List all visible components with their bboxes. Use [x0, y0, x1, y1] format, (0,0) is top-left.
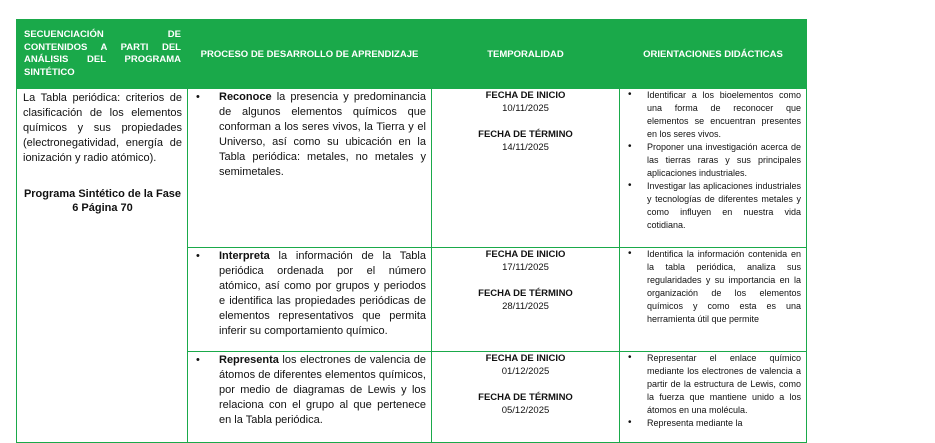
- end-label: FECHA DE TÉRMINO: [478, 392, 573, 403]
- bullet-icon: •: [628, 352, 632, 363]
- guidance-item: [620, 352, 801, 417]
- timing-cell: [432, 248, 620, 352]
- process-item: [188, 249, 426, 339]
- guidance-item: [620, 248, 801, 326]
- guidance-text: Representar el enlace químico mediante los electrones de valencia a partir de la estructura de Lewis, como la fuerza que mantiene unido a los átomos en una molécula.: [647, 353, 801, 415]
- bullet-icon: •: [628, 248, 632, 259]
- bullet-icon: •: [628, 141, 632, 152]
- end-label: FECHA DE TÉRMINO: [478, 129, 573, 140]
- guidance-item: [620, 89, 801, 141]
- bullet-icon: •: [628, 89, 632, 100]
- process-item: [188, 90, 426, 180]
- guidance-text: Identificar a los bioelementos como una forma de reconocer que elementos se encuentran presentes en los seres vivos.: [647, 90, 801, 139]
- end-date: 05/12/2025: [501, 405, 550, 416]
- guidance-text: Investigar las aplicaciones industriales y tecnologías de diferentes metales y como influyen en nuestra vida cotidiana.: [647, 181, 801, 230]
- table-row: [17, 89, 807, 248]
- table-header: [17, 20, 807, 89]
- process-verb: Reconoce: [219, 91, 272, 103]
- header-guidance: ORIENTACIONES DIDÁCTICAS: [620, 20, 807, 89]
- process-cell: [188, 248, 432, 352]
- start-label: FECHA DE INICIO: [485, 249, 566, 260]
- start-label: FECHA DE INICIO: [485, 90, 566, 101]
- guidance-item: [620, 417, 801, 430]
- end-label: FECHA DE TÉRMINO: [478, 288, 573, 299]
- start-date: 01/12/2025: [501, 366, 550, 377]
- timing-cell: [432, 89, 620, 248]
- start-date: 10/11/2025: [502, 103, 549, 114]
- start-date: 17/11/2025: [502, 262, 549, 273]
- bullet-icon: •: [196, 354, 200, 366]
- process-verb: Interpreta: [219, 250, 270, 262]
- header-process: PROCESO DE DESARROLLO DE APRENDIZAJE: [188, 20, 432, 89]
- process-cell: [188, 352, 432, 443]
- bullet-icon: •: [628, 180, 632, 191]
- process-text: la presencia y predominancia de algunos elementos químicos que conforman a los seres vivos, la Tierra y el Universo, así como su ubicación en la Tabla periódica: metales, no metales y semimetales.: [219, 91, 426, 178]
- process-item: [188, 353, 426, 428]
- header-sequence: SECUENCIACIÓN DE CONTENIDOS A PARTI DEL ANÁLISIS DEL PROGRAMA SINTÉTICO: [17, 20, 188, 89]
- guidance-text: Representa mediante la: [647, 418, 743, 428]
- process-text: los electrones de valencia de átomos de diferentes elementos químicos, por medio de diagramas de Lewis y los relaciona con el grupo al que pertenece en la Tabla periódica.: [219, 354, 426, 426]
- process-cell: [188, 89, 432, 248]
- timing-cell: [432, 352, 620, 443]
- guidance-text: Identifica la información contenida en la tabla periódica, analiza sus regularidades y su importancia en la organización de los elementos químicos y como esta es una herramienta útil que permite: [647, 249, 801, 324]
- end-date: 28/11/2025: [502, 301, 549, 312]
- bullet-icon: •: [196, 250, 200, 262]
- end-date: 14/11/2025: [502, 142, 549, 153]
- header-timing: TEMPORALIDAD: [432, 20, 620, 89]
- program-reference: Programa Sintético de la Fase 6 Página 70: [23, 188, 182, 214]
- guidance-cell: [620, 352, 807, 443]
- guidance-cell: [620, 89, 807, 248]
- process-text: la información de la Tabla periódica ordenada por el número atómico, así como por grupos y periodos e identifica las propiedades periódicas de elementos representativos que permita inferir su comportamiento químico.: [219, 250, 426, 337]
- guidance-item: [620, 141, 801, 180]
- bullet-icon: •: [196, 91, 200, 103]
- planning-table: [16, 19, 807, 443]
- start-label: FECHA DE INICIO: [485, 353, 566, 364]
- bullet-icon: •: [628, 417, 632, 428]
- process-verb: Representa: [219, 354, 279, 366]
- sequence-cell: [17, 89, 188, 443]
- sequence-text: La Tabla periódica: criterios de clasificación de los elementos químicos y sus propiedades (electronegatividad, energía de ionización y radio atómico).: [23, 92, 182, 164]
- guidance-text: Proponer una investigación acerca de las tierras raras y sus principales aplicaciones industriales.: [647, 142, 801, 178]
- guidance-item: [620, 180, 801, 232]
- guidance-cell: [620, 248, 807, 352]
